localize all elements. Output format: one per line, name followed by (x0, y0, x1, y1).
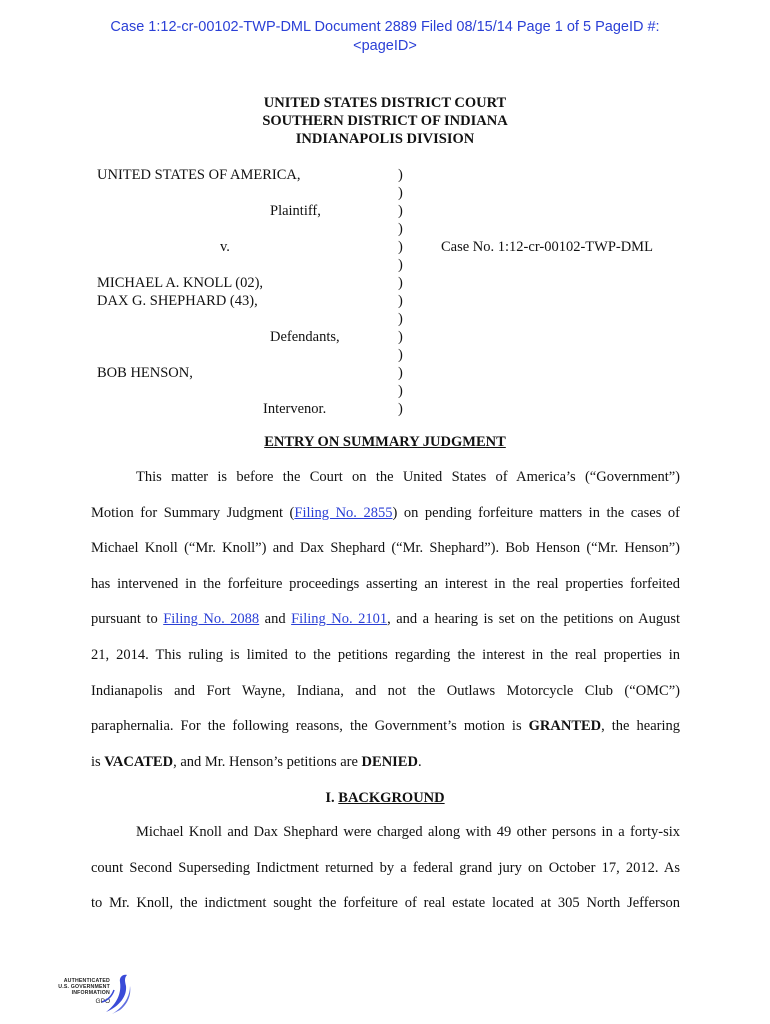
text-line: to Mr. Knoll, the indictment sought the forfeiture of real estate located at 305 North Jefferson (91, 895, 680, 912)
gpo-line-2: U.S. GOVERNMENT (58, 984, 110, 990)
text-span: , the hearing (601, 718, 680, 735)
paren: ) (398, 221, 403, 237)
paren: ) (398, 185, 403, 201)
caption-parentheses (398, 166, 403, 418)
court-division: INDIANAPOLIS DIVISION (295, 131, 475, 147)
defendant-knoll: MICHAEL A. KNOLL (02), (97, 275, 264, 291)
section-title: BACKGROUND (338, 790, 445, 806)
text-span: . (417, 753, 422, 770)
background-paragraph (91, 815, 680, 922)
filing-2088-link[interactable]: Filing No. 2088 (163, 611, 260, 628)
court-heading (0, 94, 770, 148)
text-line: Michael Knoll and Dax Shephard were charged along with 49 other persons in a forty-six (136, 824, 680, 840)
defendants-role: Defendants, (270, 329, 340, 345)
text-line: has intervened in the forfeiture proceedings asserting an interest in the real properties forfeited (91, 575, 680, 592)
text-line (91, 709, 680, 745)
gpo-mark: GPO (95, 998, 110, 1005)
text-span: is (91, 753, 105, 770)
paren: ) (398, 347, 403, 363)
plaintiff-role: Plaintiff, (270, 203, 321, 219)
gpo-line-3: INFORMATION (71, 990, 110, 996)
entry-title: ENTRY ON SUMMARY JUDGMENT (264, 434, 506, 450)
paren: ) (398, 239, 403, 255)
text-line (91, 745, 680, 781)
versus: v. (220, 239, 230, 255)
paren: ) (398, 257, 403, 273)
paren: ) (398, 311, 403, 327)
paren: ) (398, 383, 403, 399)
ecf-header-stamp (0, 18, 770, 56)
text-line (91, 602, 680, 638)
text-line: Michael Knoll (“Mr. Knoll”) and Dax Shephard (“Mr. Shephard”). Bob Henson (“Mr. Henson”) (91, 540, 680, 557)
intervenor-role: Intervenor. (263, 401, 327, 417)
intervenor-name: BOB HENSON, (97, 365, 193, 381)
stamp-line-1: Case 1:12-cr-00102-TWP-DML Document 2889 Filed 08/15/14 Page 1 of 5 PageID #: (110, 19, 660, 35)
paren: ) (398, 203, 403, 219)
text-line: count Second Superseding Indictment returned by a federal grand jury on October 17, 2012. As (91, 859, 680, 876)
text-span: and (259, 611, 292, 628)
paren: ) (398, 401, 403, 417)
text-span: pursuant to (91, 611, 164, 628)
section-number: I. (325, 790, 335, 806)
intro-paragraph (91, 460, 680, 780)
text-line: This matter is before the Court on the United States of America’s (“Government”) (136, 469, 680, 485)
text-span: , and a hearing is set on the petitions on August (387, 611, 681, 628)
court-district: SOUTHERN DISTRICT OF INDIANA (262, 113, 508, 129)
denied-text: DENIED (361, 753, 418, 770)
text-span: , and Mr. Henson’s petitions are (173, 753, 362, 770)
gpo-authentication-seal (44, 972, 134, 1016)
paren: ) (398, 275, 403, 291)
granted-text: GRANTED (528, 718, 602, 735)
text-line: 21, 2014. This ruling is limited to the petitions regarding the interest in the real properties in (91, 646, 680, 663)
text-span: paraphernalia. For the following reasons, the Government’s motion is (91, 718, 529, 735)
court-name: UNITED STATES DISTRICT COURT (263, 95, 507, 111)
section-heading-background (0, 789, 770, 807)
paren: ) (398, 365, 403, 381)
defendant-shephard: DAX G. SHEPHARD (43), (97, 293, 258, 309)
vacated-text: VACATED (104, 753, 174, 770)
filing-2855-link[interactable]: Filing No. 2855 (294, 504, 393, 521)
paren: ) (398, 167, 403, 183)
text-span: Motion for Summary Judgment ( (91, 504, 295, 521)
paren: ) (398, 293, 403, 309)
case-caption (0, 166, 770, 416)
filing-2101-link[interactable]: Filing No. 2101 (291, 611, 388, 628)
eagle-icon (100, 972, 134, 1016)
text-span: ) on pending forfeiture matters in the cases of (392, 504, 680, 521)
text-line: Indianapolis and Fort Wayne, Indiana, and not the Outlaws Motorcycle Club (“OMC”) (91, 682, 680, 699)
plaintiff-name: UNITED STATES OF AMERICA, (97, 167, 301, 183)
gpo-line-1: AUTHENTICATED (63, 978, 110, 984)
text-line (91, 496, 680, 532)
stamp-line-2: <pageID> (353, 38, 417, 54)
paren: ) (398, 329, 403, 345)
case-number: Case No. 1:12-cr-00102-TWP-DML (441, 239, 653, 255)
